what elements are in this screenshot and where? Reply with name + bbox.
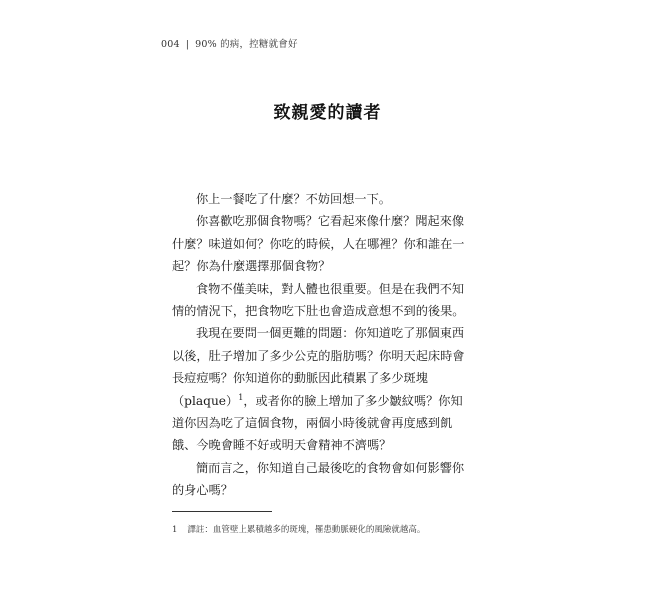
paragraph-4-text: 我現在要問一個更難的問題：你知道吃了那個東西以後，肚子增加了多少公克的脂肪嗎？你明天起床時會長痘痘嗎？你知道你的動脈因此積累了多少斑塊（plaque） bbox=[172, 326, 465, 408]
paragraph-4-continued: 你的臉上增加了多少皺紋嗎？你知道你因為吃了這個食物，兩個小時後就會再度感到飢餓、今晚會睡不好或明天會精神不濟嗎？ bbox=[172, 393, 463, 453]
footnote-text: 譯註：血管壁上累積越多的斑塊，罹患動脈硬化的風險就越高。 bbox=[187, 525, 426, 535]
paragraph-3: 食物不僅美味，對人體也很重要。但是在我們不知情的情況下，把食物吃下肚也會造成意想不到的後果。 bbox=[172, 281, 465, 319]
paragraph-4-tail: ，或者 bbox=[243, 393, 280, 408]
body-text bbox=[172, 188, 472, 502]
footnote bbox=[172, 523, 425, 535]
footnote-number: 1 bbox=[172, 525, 178, 535]
footnote-reference[interactable]: 1 bbox=[238, 392, 244, 402]
running-header bbox=[161, 36, 298, 50]
chapter-title: 致親愛的讀者 bbox=[273, 103, 382, 123]
paragraph-5: 簡而言之，你知道自己最後吃的食物會如何影響你的身心嗎？ bbox=[172, 460, 465, 498]
paragraph-1: 你上一餐吃了什麼？不妨回想一下。 bbox=[196, 192, 391, 206]
paragraph-2: 你喜歡吃那個食物嗎？它看起來像什麼？聞起來像什麼？味道如何？你吃的時候，人在哪裡？你和誰在一起？你為什麼選擇那個食物？ bbox=[172, 214, 465, 274]
header-separator: | bbox=[185, 39, 190, 50]
paragraph-4 bbox=[172, 322, 472, 456]
footnote-rule bbox=[172, 511, 272, 512]
book-title: 90% 的病，控糖就會好 bbox=[195, 39, 298, 50]
page-number: 004 bbox=[161, 39, 180, 50]
